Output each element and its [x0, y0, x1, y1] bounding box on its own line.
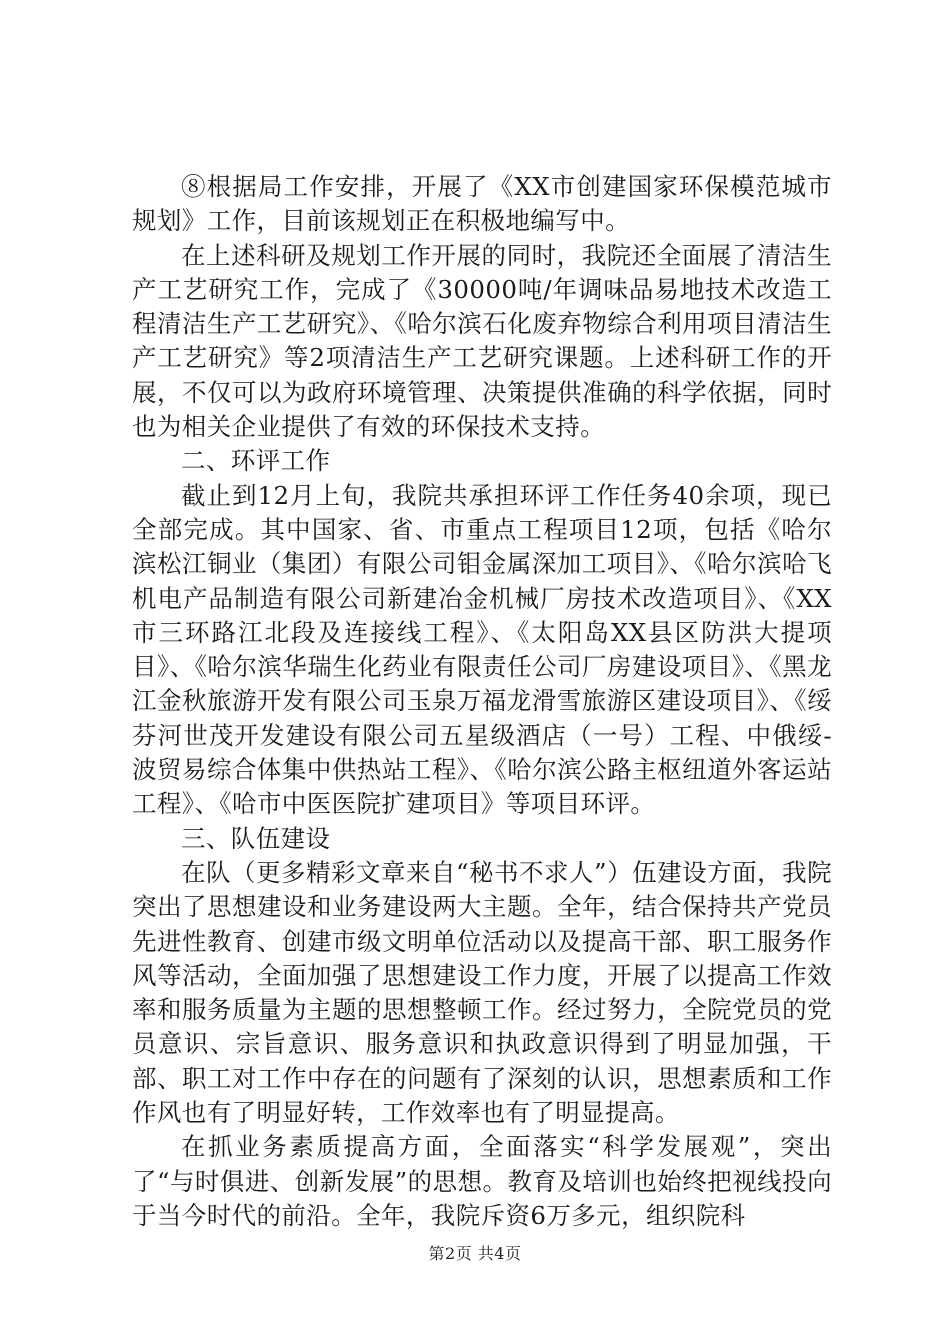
page-number-footer: 第2页 共4页 — [428, 1244, 522, 1263]
paragraph-clean-production: 在上述科研及规划工作开展的同时，我院还全面展了清洁生产工艺研究工作，完成了《30000吨/年调味品易地技术改造工程清洁生产工艺研究》、《哈尔滨石化废弃物综合利用项目清洁生产工艺研究》等2项清洁生产工艺研究课题。上述科研工作的开展，不仅可以为政府环境管理、决策提供准确的科学依据，同时也为相关企业提供了有效的环保技术支持。 — [132, 240, 832, 442]
paragraph-professional-quality: 在抓业务素质提高方面，全面落实“科学发展观”，突出了“与时俱进、创新发展”的思想。教育及培训也始终把视线投向于当今时代的前沿。全年，我院斥资6万多元，组织院科 — [132, 1132, 832, 1230]
section-heading-eia: 二、环评工作 — [181, 446, 331, 476]
paragraph-eia-work: 截止到12月上旬，我院共承担环评工作任务40余项，现已全部完成。其中国家、省、市重点工程项目12项，包括《哈尔滨松江铜业（集团）有限公司钼金属深加工项目》、《哈尔滨哈飞机电产品制造有限公司新建冶金机械厂房技术改造项目》、《XX市三环路江北段及连接线工程》、《太阳岛XX县区防洪大提项目》、《哈尔滨华瑞生化药业有限责任公司厂房建设项目》、《黑龙江金秋旅游开发有限公司玉泉万福龙滑雪旅游区建设项目》、《绥芬河世茂开发建设有限公司五星级酒店（一号）工程、中俄绥-波贸易综合体集中供热站工程》、《哈尔滨公路主枢纽道外客运站工程》、《哈市中医医院扩建项目》等项目环评。 — [132, 480, 832, 819]
document-body — [132, 170, 832, 1233]
section-heading-team: 三、队伍建设 — [181, 823, 331, 853]
paragraph-plan-item-8: ⑧根据局工作安排，开展了《XX市创建国家环保模范城市规划》工作，目前该规划正在积极地编写中。 — [132, 172, 832, 236]
paragraph-team-building: 在队（更多精彩文章来自“秘书不求人”）伍建设方面，我院突出了思想建设和业务建设两大主题。全年，结合保持共产党员先进性教育、创建市级文明单位活动以及提高干部、职工服务作风等活动，全面加强了思想建设工作力度，开展了以提高工作效率和服务质量为主题的思想整顿工作。经过努力，全院党员的党员意识、宗旨意识、服务意识和执政意识得到了明显加强，干部、职工对工作中存在的问题有了深刻的认识，思想素质和工作作风也有了明显好转，工作效率也有了明显提高。 — [132, 857, 832, 1128]
